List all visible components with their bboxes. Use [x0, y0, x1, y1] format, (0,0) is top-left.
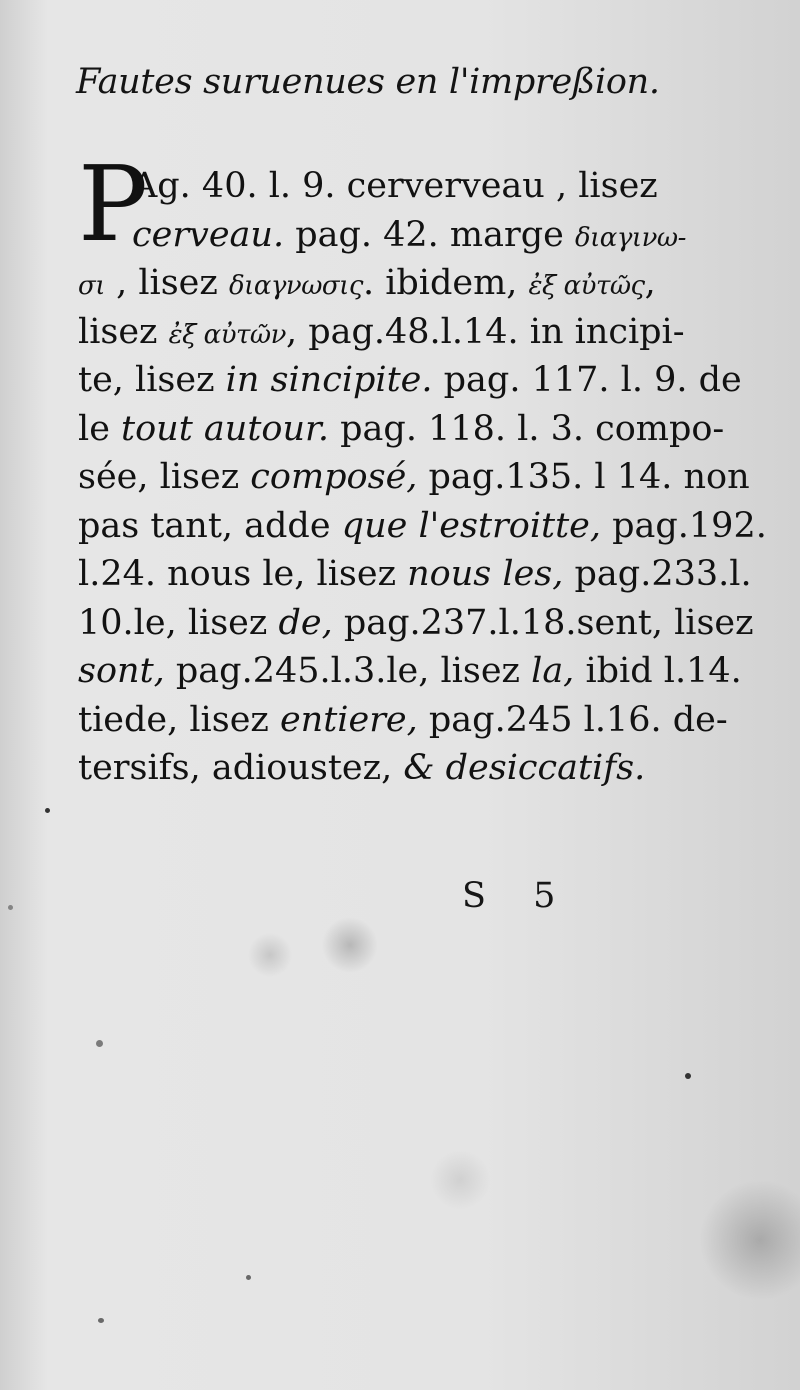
- ink-speck: [98, 1318, 104, 1323]
- italic-text: la,: [531, 651, 575, 691]
- text-segment: pag.245.l.3.le, lisez: [164, 651, 532, 691]
- italic-text: nous les,: [407, 554, 564, 594]
- text-segment: sée, lisez: [78, 457, 251, 497]
- text-segment: pag. 118. l. 3. compo-: [329, 408, 725, 449]
- text-segment: , pag.48.l.14. in incipi-: [285, 311, 685, 352]
- greek-text: διαγνωσις: [228, 271, 363, 301]
- italic-text: & desiccatifs.: [403, 748, 646, 788]
- signature-mark: S 5: [462, 876, 574, 916]
- errata-line: [78, 744, 646, 793]
- greek-text: διαγινω-: [574, 222, 686, 253]
- text-segment: tiede, lisez: [78, 699, 280, 740]
- drop-capital: P: [78, 143, 148, 265]
- errata-line: [78, 453, 750, 502]
- errata-line: [78, 259, 656, 308]
- ink-speck: [246, 1275, 251, 1280]
- text-segment: ibid l.14.: [574, 651, 742, 691]
- text-segment: lisez: [78, 311, 169, 352]
- text-segment: pag. 42. marge: [284, 214, 575, 255]
- greek-text: ἐξ αὐτῶς: [528, 271, 645, 301]
- italic-text: entiere,: [279, 699, 418, 740]
- text-segment: pag.245 l.16. de-: [417, 699, 728, 740]
- text-segment: pag.192.: [600, 505, 767, 546]
- text-segment: ,: [644, 263, 656, 303]
- text-segment: pag.135. l 14. non: [417, 457, 750, 497]
- ink-speck: [8, 905, 13, 910]
- ink-speck: [96, 1040, 103, 1047]
- text-segment: le: [78, 408, 122, 449]
- text-segment: . ibidem,: [362, 263, 529, 303]
- errata-line: [78, 599, 754, 648]
- text-segment: 10.le, lisez: [78, 602, 279, 643]
- text-segment: pag.237.l.18.sent, lisez: [332, 602, 754, 643]
- errata-line: [78, 647, 742, 696]
- italic-text: de,: [278, 602, 333, 643]
- errata-line: [78, 405, 725, 454]
- text-segment: tersifs, adioustez,: [78, 748, 404, 788]
- errata-line: [78, 502, 767, 551]
- errata-line: [78, 308, 685, 357]
- italic-text: cerveau.: [132, 214, 285, 255]
- ink-speck: [45, 808, 50, 813]
- text-segment: Ag. 40. l. 9. cerverveau , lisez: [132, 166, 658, 206]
- greek-text: σι: [78, 271, 105, 301]
- text-segment: pag. 117. l. 9. de: [432, 360, 742, 400]
- text-segment: te, lisez: [78, 360, 226, 400]
- italic-text: tout autour.: [121, 408, 330, 449]
- errata-line: [78, 211, 686, 260]
- errata-line: [78, 696, 728, 745]
- text-segment: l.24. nous le, lisez: [78, 554, 408, 594]
- errata-text: [78, 162, 767, 793]
- italic-text: composé,: [250, 457, 418, 497]
- running-head: Fautes suruenues en l'impreßion.: [76, 62, 660, 102]
- italic-text: in sincipite.: [225, 360, 433, 400]
- ink-speck: [685, 1073, 691, 1079]
- italic-text: que l'estroitte,: [341, 505, 601, 546]
- errata-line: [78, 550, 752, 599]
- text-segment: , lisez: [104, 263, 229, 303]
- text-segment: pag.233.l.: [563, 554, 752, 594]
- italic-text: sont,: [78, 651, 165, 691]
- text-segment: pas tant, adde: [78, 505, 342, 546]
- errata-line: [78, 356, 742, 405]
- greek-text: ἐξ αὐτῶν: [168, 319, 286, 350]
- errata-line: [78, 162, 658, 211]
